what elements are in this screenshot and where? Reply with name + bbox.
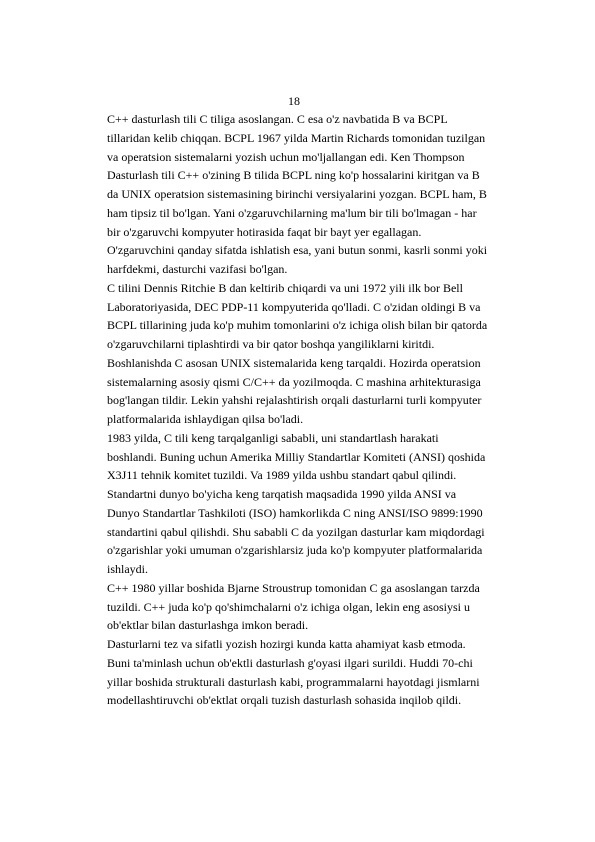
text-line: ob'ektlar bilan dasturlashga imkon beradi.: [107, 618, 309, 633]
paragraph: [107, 429, 553, 579]
text-line: harfdekmi, dasturchi vazifasi bo'lgan.: [107, 262, 288, 276]
text-line: Dasturlarni tez va sifatli yozish hozirgi kunda katta ahamiyat kasb etmoda.: [107, 637, 466, 651]
text-line: tillaridan kelib chiqqan. BCPL 1967 yilda Martin Richards tomonidan tuzilgan: [107, 130, 486, 145]
text-line: Laboratoriyasida, DEC PDP-11 kompyuterida qo'lladi. C o'zidan oldingi B va: [107, 299, 481, 314]
text-line: Standartni dunyo bo'yicha keng tarqatish maqsadida 1990 yilda ANSI va: [107, 487, 457, 501]
text-line: Dunyo Standartlar Tashkiloti (ISO) hamkorlikda C ning ANSI/ISO 9899:1990: [107, 505, 483, 520]
text-line: Dasturlash tili C++ o'zining B tilida BCPL ning ko'p hossalarini kiritgan va B: [107, 168, 480, 183]
text-line: C++ dasturlash tili C tiliga asoslangan. C esa o'z navbatida B va BCPL: [107, 112, 448, 126]
text-line: standartini qabul qilishdi. Shu sababli C da yozilgan dasturlar kam miqdordagi: [107, 524, 485, 539]
text-line: 1983 yilda, C tili keng tarqalganligi sababli, uni standartlash harakati: [107, 430, 439, 445]
paragraph: [107, 110, 553, 279]
text-line: yillar boshida strukturali dasturlash kabi, programmalarni hayotdagi jismlarni: [107, 674, 480, 689]
text-line: ham tipsiz til bo'lgan. Yani o'zgaruvchilarning ma'lum bir tili bo'lmagan - har: [107, 205, 477, 220]
text-line: sistemalarning asosiy qismi C/C++ da yozilmoqda. C mashina arhitekturasiga: [107, 374, 481, 389]
text-line: o'zgaruvchilarni tiplashtirdi va bir qator boshqa yangiliklarni kiritdi.: [107, 337, 435, 351]
text-line: O'zgaruvchini qanday sifatda ishlatish esa, yani butun sonmi, kasrli sonmi yoki: [107, 243, 488, 258]
text-line: X3J11 tehnik komitet tuzildi. Va 1989 yilda ushbu standart qabul qilindi.: [107, 468, 457, 483]
text-line: BCPL tillarining juda ko'p muhim tomonlarini o'z ichiga olish bilan bir qatorda: [107, 318, 488, 333]
paragraph: [107, 579, 553, 635]
text-line: Boshlanishda C asosan UNIX sistemalarida keng tarqaldi. Hozirda operatsion: [107, 355, 481, 370]
page-number: 18: [288, 94, 300, 108]
text-line: da UNIX operatsion sistemasining birinchi versiyalarini yozgan. BCPL ham, B: [107, 187, 487, 201]
text-line: va operatsion sistemalarni yozish uchun mo'ljallangan edi. Ken Thompson: [107, 149, 465, 164]
text-line: platformalarida ishlaydigan qilsa bo'ladi.: [107, 412, 304, 426]
text-line: bog'langan tildir. Lekin yahshi rejalashtirish orqali dasturlarni turli kompyuter: [107, 393, 482, 408]
text-line: C++ 1980 yillar boshida Bjarne Stroustrup tomonidan C ga asoslangan tarzda: [107, 580, 480, 595]
paragraph: [107, 279, 553, 429]
text-line: bir o'zgaruvchi kompyuter hotirasida faqat bir bayt yer egallagan.: [107, 224, 422, 239]
text-line: C tilini Dennis Ritchie B dan keltirib chiqardi va uni 1972 yili ilk bor Bell: [107, 280, 463, 295]
text-line: tuzildi. C++ juda ko'p qo'shimchalarni o'z ichiga olgan, lekin eng asosiysi u: [107, 599, 470, 614]
text-line: o'zgarishlar yoki umuman o'zgarishlarsiz juda ko'p kompyuter platformalarida: [107, 543, 483, 558]
text-line: boshlandi. Buning uchun Amerika Milliy Standartlar Komiteti (ANSI) qoshida: [107, 449, 486, 464]
paragraph: [107, 635, 553, 710]
text-line: ishlaydi.: [107, 562, 148, 576]
body-text: [107, 110, 553, 710]
text-line: modellashtiruvchi ob'ektlat orqali tuzish dasturlash sohasida inqilob qildi.: [107, 693, 462, 708]
text-line: Buni ta'minlash uchun ob'ektli dasturlash g'oyasi ilgari surildi. Huddi 70-chi: [107, 655, 473, 670]
